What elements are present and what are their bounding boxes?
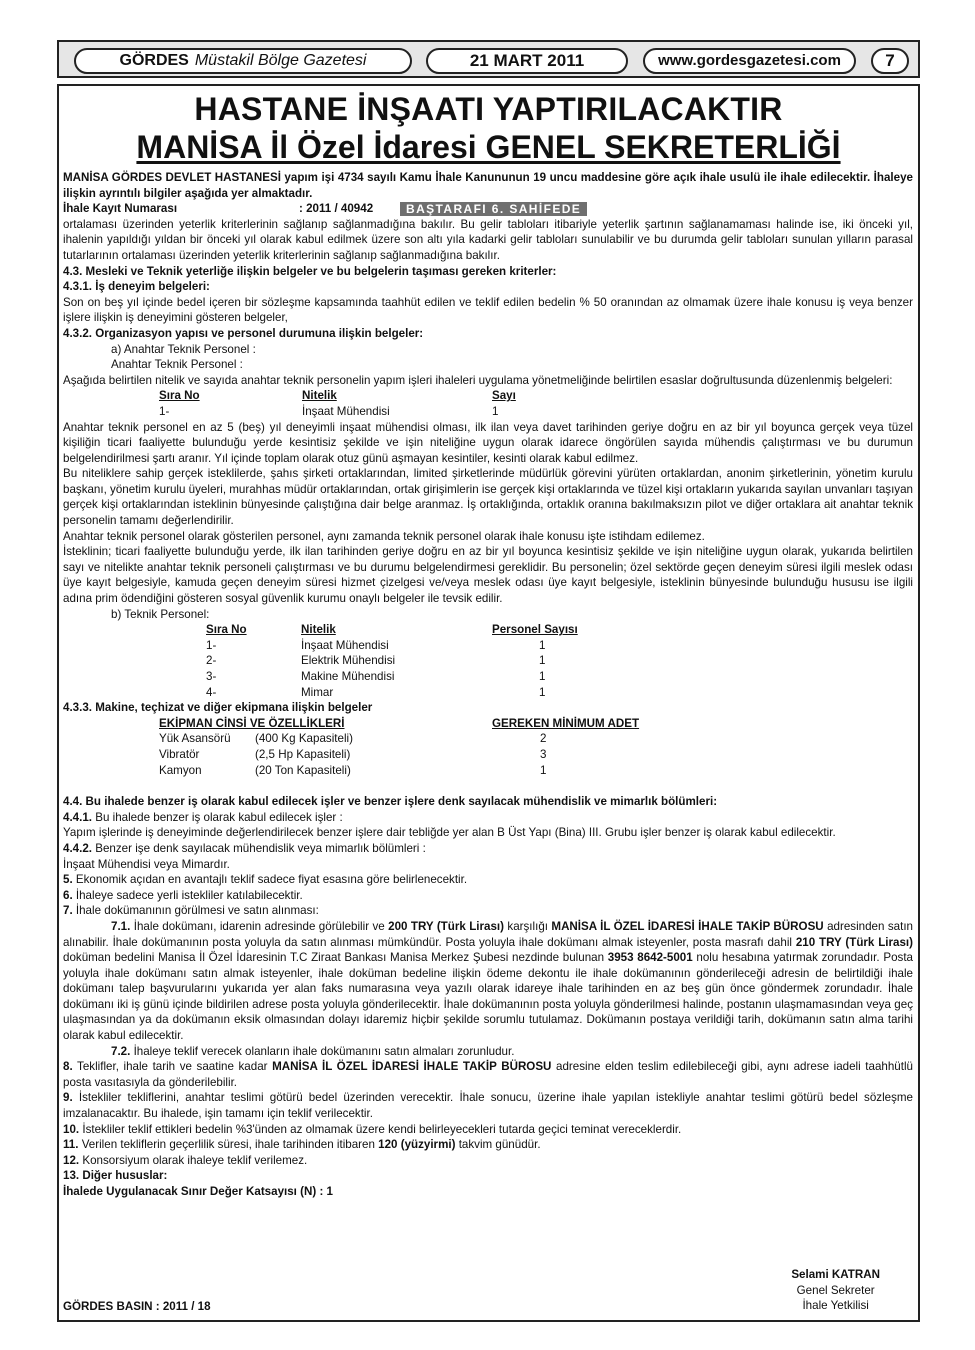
item-6: [63, 888, 913, 904]
table-header-cell: Sıra No: [206, 623, 247, 637]
table-header-cell: Sıra No: [159, 389, 200, 403]
item-number: 6.: [63, 888, 73, 902]
item-text: İstekliler teklif ettikleri bedelin %3'ünden az olmamak üzere kendi belirleyecekleri tutarda geçici teminat vereceklerdir.: [79, 1122, 682, 1136]
paragraph-4-3-1: Son on beş yıl içinde bedel içeren bir sözleşme kapsamında taahhüt edilen ve teklif edilen bedelin % 50 oranından az olmamak üzere ihale konusu iş veya benzer işlere ilişkin iş deneyimini gösteren belgeler,: [63, 295, 913, 325]
item-text: adresine elden teslim edilebileceği gibi, aynı adrese iadeli taahhütlü posta vasıtasıyla da gönderilebilir.: [63, 1060, 913, 1089]
item-11: [63, 1137, 913, 1153]
item-7-1: [63, 919, 913, 1044]
office-name: MANİSA İL ÖZEL İDARESİ İHALE TAKİP BÜROSU: [272, 1060, 552, 1074]
headline-main: HASTANE İNŞAATI YAPTIRILACAKTIR: [194, 91, 783, 127]
table-cell: 1: [540, 763, 547, 777]
item-13-detail: İhalede Uygulanacak Sınır Değer Katsayısı (N) : 1: [63, 1185, 333, 1198]
paragraph-4-4-2: İnşaat Mühendisi veya Mimardır.: [63, 857, 230, 871]
table-cell: Kamyon: [159, 763, 202, 777]
price-text: 200 TRY (Türk Lirası): [388, 919, 504, 933]
office-name: MANİSA İL ÖZEL İDARESİ İHALE TAKİP BÜROSU: [551, 919, 824, 933]
table-cell: 3: [540, 747, 547, 761]
item-text: takvim günüdür.: [455, 1138, 541, 1152]
table-header-cell: Personel Sayısı: [492, 623, 578, 637]
item-text: Benzer işe denk sayılacak mühendislik veya mimarlık bölümleri :: [92, 841, 426, 855]
paper-name: GÖRDES: [119, 52, 189, 70]
table-row: [159, 404, 913, 420]
table-cell: Mimar: [301, 685, 334, 699]
table-cell: 1: [539, 654, 546, 668]
section-4-3-1: 4.3.1. İş deneyim belgeleri:: [63, 280, 210, 294]
key-personnel-table: [63, 388, 913, 419]
item-text: Bu ihalede benzer iş olarak kabul edilecek işler :: [92, 810, 343, 824]
section-4-4-2: [63, 841, 913, 857]
anahtar-paragraph-1: Anahtar teknik personel en az 5 (beş) yıl deneyimli inşaat mühendisi olması, ilk ilan veya davet tarihinden geriye doğru en az bir yıl boyunca gerçek veya tüzel kişiliğin ticari faaliyette bulunduğu yerde kesintisiz şekilde ve işin niteliğine uygun olarak idarece öngörülen sayıda mühendis çalıştırması ve bu durumun belgelendirilmesi şartı aranır. Yıl içinde toplam olarak otuz günü aşmayan kesintiler, kesinti olarak kabul edilmez.: [63, 420, 913, 465]
item-number: 8.: [63, 1060, 73, 1074]
item-number: 12.: [63, 1153, 80, 1167]
signatory-name: Selami KATRAN: [791, 1268, 880, 1281]
signature-block: [791, 1267, 880, 1314]
table-cell: İnşaat Mühendisi: [301, 638, 389, 652]
paragraph-4-4-1: Yapım işlerinde iş deneyiminde değerlendirilecek benzer işlere dair tebliğde yer alan B Üst Yapı (Bina) III. Grubu işler benzer iş olarak kabul edilecektir.: [63, 826, 836, 840]
table-row: [206, 638, 913, 654]
table-row: [159, 747, 913, 763]
item-9: [63, 1090, 913, 1121]
kayit-row: [63, 201, 913, 217]
item-text: doküman bedelini Manisa İl Özel İdaresinin T.C Ziraat Bankası Manisa Merkez Şubesi nezdinde bulunan: [63, 951, 608, 965]
item-text: Konsorsiyum olarak ihaleye teklif verilemez.: [79, 1153, 308, 1167]
table-cell: 2: [540, 732, 547, 746]
table-cell: 1-: [206, 638, 217, 652]
technical-personnel-label: b) Teknik Personel:: [111, 607, 210, 621]
website-link[interactable]: www.gordesgazetesi.com: [643, 48, 856, 74]
key-personnel-label-2: Anahtar Teknik Personel :: [111, 358, 243, 372]
kayit-value: : 2011 / 40942: [299, 202, 374, 216]
table-cell: (20 Ton Kapasiteli): [255, 763, 351, 777]
table-cell: 2-: [206, 654, 217, 668]
continued-banner: BAŞTARAFI 6. SAHİFEDE: [400, 202, 587, 216]
asagida-paragraph: Aşağıda belirtilen nitelik ve sayıda anahtar teknik personelin yapım işleri ihaleleri uygulama yönetmeliğinde belirtilen esaslar doğrultusunda düzenlenmiş belgeleri:: [63, 373, 893, 387]
table-header-row: [159, 716, 913, 732]
account-number: 3953 8642-5001: [607, 951, 693, 965]
spacer: [63, 778, 913, 794]
item-text: adresinden satın alınabilir. İhale dokümanının posta yoluyla da satın alınması mümkündür. Posta yoluyla ihale dokümanı almak isteyenler, posta masrafı dahil: [63, 919, 913, 949]
newspaper-header: [57, 40, 920, 78]
item-number: 4.4.1.: [63, 810, 93, 824]
table-cell: (2,5 Hp Kapasiteli): [255, 747, 351, 761]
table-header-cell: Nitelik: [301, 623, 336, 637]
signatory-role: İhale Yetkilisi: [802, 1299, 869, 1313]
item-number: 10.: [63, 1122, 80, 1136]
item-7: [63, 903, 913, 919]
section-4-3: 4.3. Mesleki ve Teknik yeterliğe ilişkin belgeler ve bu belgelerin taşıması gereken kriterler:: [63, 264, 557, 278]
table-cell: 1-: [159, 404, 170, 418]
price-text: 210 TRY (Türk Lirası): [795, 935, 913, 949]
table-row: [206, 685, 913, 701]
table-row: [159, 731, 913, 747]
item-5: [63, 872, 913, 888]
nitelik-paragraph: Bu niteliklere sahip gerçek isteklilerde, şahıs şirketi ortaklarından, limited şirketlerinde müdürlük görevini yürüten ortaklardan, anonim şirketlerinin, yönetim kurulu başkanı, yönetim kurulu üyeleri, murahhas müdür ortaklarından, ortak girişimlerin ise gerçek kişi ortaklarında ve tüzel kişi ortakların yukarıda sayılan unvanları taşıyan gerçek kişi ortaklarından isteklinin bünyesinde çalıştığına dair belge aranmaz. İş ortaklığında, ortaklık oranına bakılmaksızın pilot ve diğer ortaklara ait anahtar teknik personelin tamamı değerlendirilir.: [63, 467, 913, 528]
table-cell: 1: [492, 404, 499, 418]
table-row: [206, 653, 913, 669]
item-12: [63, 1153, 913, 1169]
section-4-3-3: 4.3.3. Makine, teçhizat ve diğer ekipmana ilişkin belgeler: [63, 701, 373, 715]
anahtar-paragraph-2: Anahtar teknik personel olarak gösterilen personel, aynı zamanda teknik personel olarak ihale konusu işte istihdam edilemez.: [63, 529, 705, 543]
item-text: Verilen tekliflerin geçerlilik süresi, ihale tarihinden itibaren: [78, 1138, 379, 1152]
item-text: İstekliler tekliflerini, anahtar teslimi götürü bedel üzerinden verecektir. İhale sonucu, üzerine ihale yapılan istekliyle anahtar teslimi götürü bedel sözleşme imzalanacaktır. Bu ihalede, işin tamamı için teklif verilecektir.: [63, 1091, 913, 1121]
item-text: İhaleye teklif verecek olanların ihale dokümanını satın almaları zorunludur.: [130, 1044, 515, 1058]
headline-authority: MANİSA İl Özel İdaresi GENEL SEKRETERLİĞİ: [136, 129, 841, 165]
table-cell: İnşaat Mühendisi: [302, 404, 390, 418]
table-cell: Elektrik Mühendisi: [301, 654, 396, 668]
table-cell: 1: [539, 685, 546, 699]
paper-name-pill: [74, 48, 412, 74]
item-text: nolu hesabına yatırmak zorundadır. Posta yoluyla ihale dokümanı satın almak isteyenler, ihale doküman bedeline ilişkin ödeme dekontu ile ihale dokümanının gönderileceği adresin de belirtildiği ihale dokümanı talep başvurularını yukarıda yer alan faks numarasına veya yazılı olarak idareye ihale tarihinden en az beş gün önce göndermek zorundadır. İhale dokümanı iki iş günü içinde bildirilen adrese posta yoluyla gönderilecektir. İhale dokümanının posta yoluyla gönderilmesi halinde, postanın ulaşmamasından veya geç ulaşmasından ya da dokümanın eksik olmasından dolayı idaremiz hiçbir şekilde sorumlu tutulamaz. Dokümanın postaya verildiği tarih, dokümanın satın alma tarihi olarak kabul edilecektir.: [63, 951, 913, 1043]
intro-paragraph: MANİSA GÖRDES DEVLET HASTANESİ yapım işi 4734 sayılı Kamu İhale Kanununun 19 uncu maddesine göre açık ihale usulü ile ihale edilecektir. İhaleye ilişkin ayrıntılı bilgiler aşağıda yer almaktadır.: [63, 171, 913, 200]
table-row: [159, 763, 913, 779]
table-cell: 4-: [206, 685, 217, 699]
table-cell: 1: [539, 638, 546, 652]
item-number: 11.: [63, 1138, 79, 1152]
table-cell: 3-: [206, 670, 217, 683]
key-personnel-label: a) Anahtar Teknik Personel :: [111, 342, 256, 356]
table-cell: Makine Mühendisi: [301, 670, 395, 683]
item-8: [63, 1059, 913, 1090]
table-cell: (400 Kg Kapasiteli): [255, 732, 353, 746]
financial-paragraph: ortalaması üzerinden yeterlik kriterlerinin sağlanıp sağlanmadığına bakılır. Bu gelir tabloları itibariyle yeterlik şartının sağlanamaması halinde ise, iki önceki yıl, ihalenin yapıldığı yıldan bir önceki yıl olarak kabul edilmek üzere son altı yıla kadarki gelir tabloları sunulabilir ve bu durumda gelir tabloları sunulan yılların parasal tutarlarının ortalaması üzerinden yeterlik kriterlerinin sağlanıp sağlanmadığına bakılır.: [63, 217, 913, 262]
table-header-cell: GEREKEN MİNİMUM ADET: [492, 716, 640, 730]
technical-personnel-table: [63, 622, 913, 700]
item-text: İhaleye sadece yerli istekliler katılabilecektir.: [72, 888, 303, 902]
validity-days: 120 (yüzyirmi): [378, 1138, 456, 1152]
item-text: İhale dokümanı, idarenin adresinde görülebilir ve: [130, 919, 389, 933]
item-text: karşılığı: [504, 919, 552, 933]
page-number: 7: [871, 48, 909, 74]
issue-date: 21 MART 2011: [426, 48, 628, 74]
item-number: 5.: [63, 873, 73, 887]
article-body: [63, 170, 913, 1200]
section-4-4-1: [63, 810, 913, 826]
item-text: Ekonomik açıdan en avantajlı teklif sadece fiyat esasına göre belirlenecektir.: [72, 873, 468, 887]
section-4-4: 4.4. Bu ihalede benzer iş olarak kabul edilecek işler ve benzer işlere denk sayılacak mühendislik ve mimarlık bölümleri:: [63, 795, 718, 809]
paper-subtitle: Müstakil Bölge Gazetesi: [194, 52, 367, 70]
table-cell: Yük Asansörü: [159, 732, 231, 746]
table-header-row: [159, 388, 913, 404]
item-number: 9.: [63, 1091, 73, 1105]
table-header-cell: Sayı: [492, 389, 516, 403]
press-code: GÖRDES BASIN : 2011 / 18: [63, 1300, 211, 1313]
item-number: 4.4.2.: [63, 841, 93, 855]
item-text: Teklifler, ihale tarih ve saatine kadar: [72, 1060, 273, 1074]
signatory-title: Genel Sekreter: [796, 1283, 875, 1297]
item-10: [63, 1122, 913, 1138]
equipment-table: [63, 716, 913, 778]
item-number: 7.2.: [111, 1044, 131, 1058]
kayit-label: İhale Kayıt Numarası: [63, 202, 178, 216]
item-7-2: [63, 1044, 913, 1060]
table-header-row: [206, 622, 913, 638]
table-row: [206, 669, 913, 685]
table-cell: Vibratör: [159, 747, 200, 761]
item-text: İhale dokümanının görülmesi ve satın alınması:: [72, 904, 319, 918]
istekli-paragraph: İsteklinin; ticari faaliyette bulunduğu yerde, ilk ilan tarihinden geriye doğru en az bir yıl boyunca kesintisiz şekilde ve işin niteliğine uygun olarak, yukarıda belirtilen sayı ve nitelikte anahtar teknik personeli çalıştırması ve bu durumu belgelendirmesi gereklidir. Bu personelin; özel sektörde geçen deneyim süresi ilgili meslek odası üye kayıt belgesiyle, kamuda geçen deneyim süresi hizmet çizelgesi ve/veya meslek odası üye kayıt belgesiyle, isteklinin bünyesinde bulunduğu hususu ise ilgili adına prim ödendiğini gösteren sosyal güvenlik kurumu onaylı belgeler ile tevsik edilir.: [63, 545, 913, 606]
item-13: 13. Diğer hususlar:: [63, 1169, 168, 1183]
table-header-cell: Nitelik: [302, 389, 337, 403]
section-4-3-2: 4.3.2. Organizasyon yapısı ve personel durumuna ilişkin belgeler:: [63, 326, 424, 340]
table-cell: 1: [539, 670, 546, 683]
item-number: 7.: [63, 904, 73, 918]
table-header-cell: EKİPMAN CİNSİ VE ÖZELLİKLERİ: [159, 716, 345, 730]
item-number: 7.1.: [111, 919, 131, 933]
